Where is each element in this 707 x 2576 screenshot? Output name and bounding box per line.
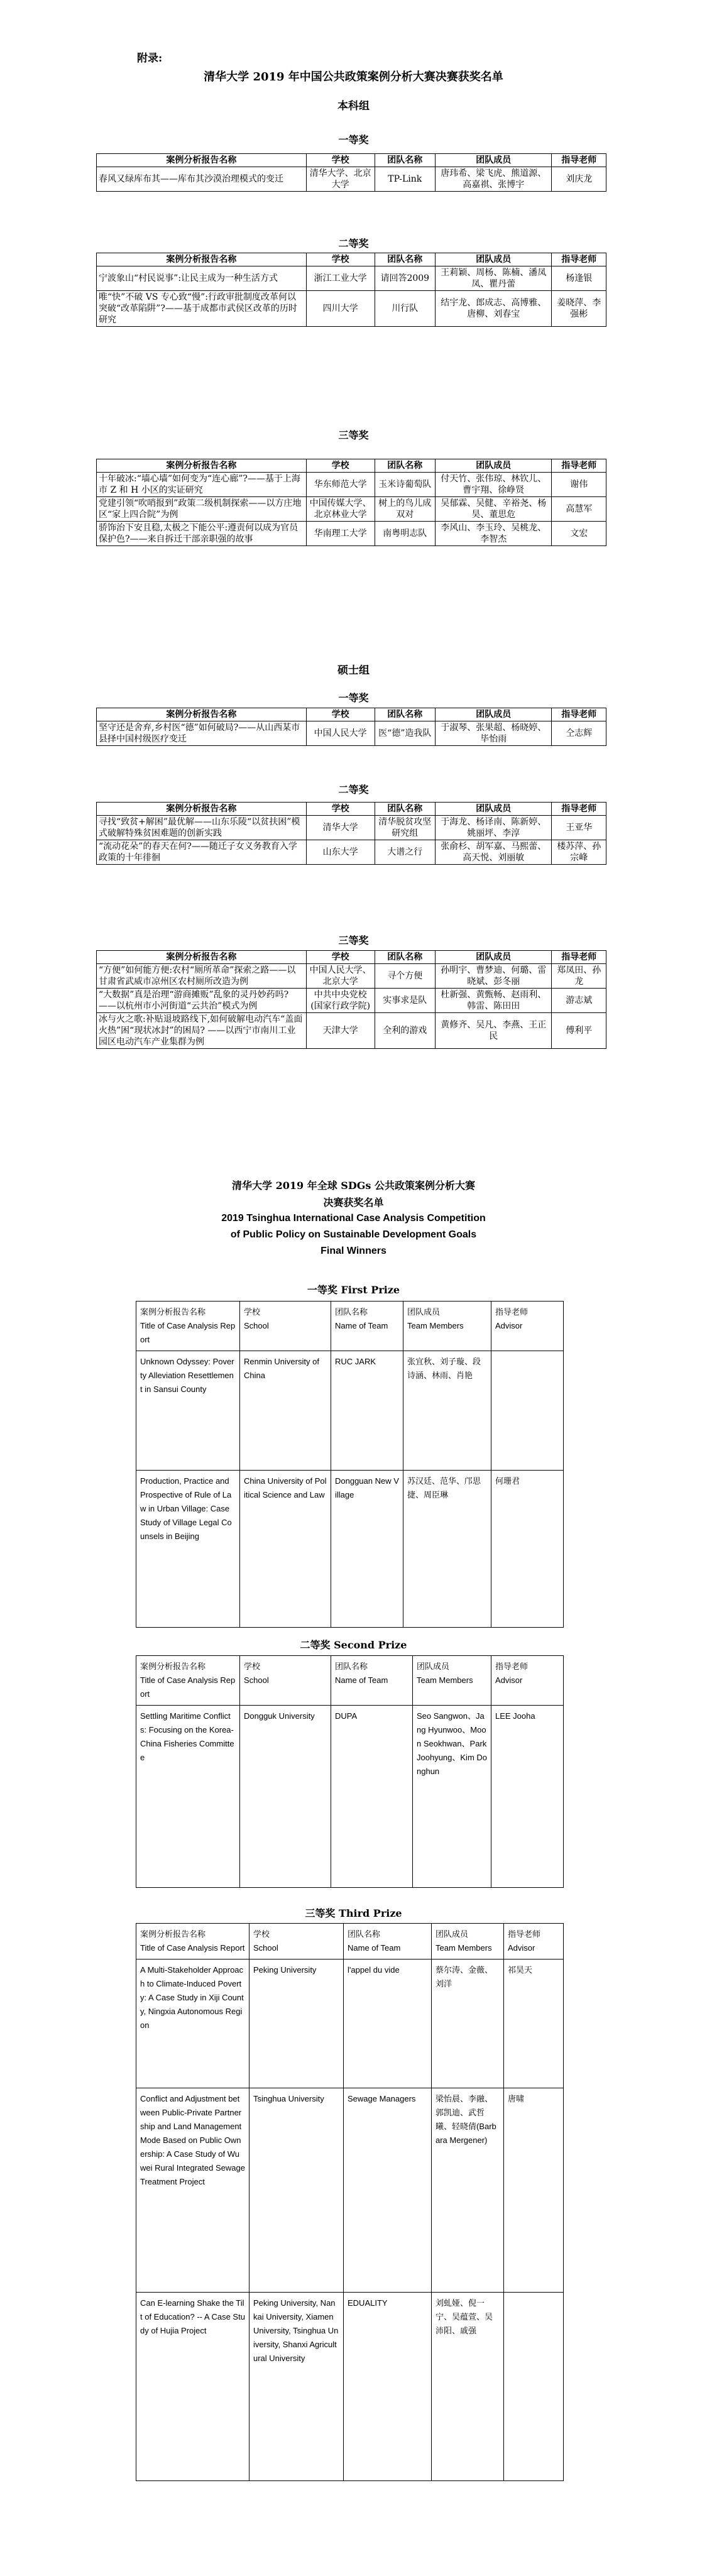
column-header: 指导老师 [552,154,606,167]
intl-title-en-2: of Public Policy on Sustainable Development Goals [230,1229,477,1240]
column-header: 团队名称 [375,803,435,816]
column-header-en: School [244,1675,269,1685]
column-header: 团队名称 [375,708,435,721]
team-members-cell: 蔡尔涛、金薇、刘洋 [432,1959,504,2088]
title-cell: “大数据”真是治理“游商摊贩”乱象的灵丹妙药吗?——以杭州市小河街道“云共治”模式为例 [97,989,307,1013]
team-members-cell: 于淑琴、张果超、杨晓婷、毕怡雨 [435,721,551,746]
column-header [413,1656,491,1706]
column-header [403,1302,491,1351]
team-members-cell: 梁怡晨、李融、郭凯迪、武哲曦、轻晓倩(Barbara Mergener) [432,2088,504,2293]
column-header-en: School [244,1321,269,1330]
team-name-cell: 请回答2009 [375,266,435,291]
column-header: 团队名称 [375,253,435,266]
team-name-cell: EDUALITY [344,2293,432,2481]
master-group-title: 硕士组 [337,664,370,677]
undergrad-group-title: 本科组 [337,100,370,112]
column-header-en: Title of Case Analysis Report [140,1675,236,1699]
school-cell: 中共中央党校(国家行政学院) [306,989,375,1013]
column-header-cn: 案例分析报告名称 [140,1929,206,1939]
ug-first-prize-table [96,153,606,192]
title-cell: 寻找“致贫+解困”最优解——山东乐陵“以贫扶困”模式破解特殊贫困难题的创新实践 [97,816,307,840]
title-cell: Unknown Odyssey: Poverty Alleviation Resettlement in Sansui County [136,1351,240,1471]
column-header-cn: 团队名称 [335,1662,368,1671]
team-name-cell: 全利的游戏 [375,1013,435,1049]
team-members-cell: 苏汉廷、范华、邝思捷、周臣琳 [403,1471,491,1628]
team-members-cell: 李风山、李玉玲、吴桃龙、李智杰 [435,522,551,546]
column-header: 案例分析报告名称 [97,154,307,167]
column-header: 学校 [306,803,375,816]
column-header [331,1656,413,1706]
column-header: 团队成员 [435,459,551,473]
column-header-en: Team Members [436,1943,492,1953]
school-cell: 浙江工业大学 [306,266,375,291]
column-header-en: Name of Team [335,1675,388,1685]
column-header-cn: 团队成员 [407,1307,441,1317]
advisor-cell: 谢伟 [552,473,606,497]
school-cell: Tsinghua University [249,2088,344,2293]
title-cell: Conflict and Adjustment between Public-Private Partnership and Land Management Mode Based on Public Ownership: A Case Study of Wuwei Rural Integrated Sewage Treatment Project [136,2088,249,2293]
table-header-row [136,1924,564,1959]
team-members-cell: 付天竹、张伟琼、林钦儿、曹宇翔、徐峥贤 [435,473,551,497]
table-row [97,989,606,1013]
team-name-cell: RUC JARK [331,1351,403,1471]
table-header-row [97,951,606,964]
intl-second-prize-table [136,1655,564,1888]
column-header-en: School [253,1943,278,1953]
column-header: 指导老师 [552,459,606,473]
column-header: 学校 [306,154,375,167]
column-header [136,1924,249,1959]
cn-competition-title: 清华大学 2019 年中国公共政策案例分析大赛决赛获奖名单 [204,70,503,84]
advisor-cell: 文宏 [552,522,606,546]
school-cell: China University of Political Science and Law [240,1471,331,1628]
intl-first-prize-table [136,1301,564,1628]
table-header-row [97,253,606,266]
intl-third-prize-table [136,1923,564,2481]
title-cell: 冰与火之歌:补贴退坡路线下,如何破解电动汽车“盖面火热”困“现状冰封”的困局? ——以西宁市南川工业园区电动汽车产业集群为例 [97,1013,307,1049]
team-members-cell: Seo Sangwon、Jang Hyunwoo、Moon Seokhwan、Park Joohyung、Kim Donghun [413,1706,491,1888]
table-row [97,266,606,291]
column-header-en: Title of Case Analysis Report [140,1943,245,1953]
title-cell: 十年破冰:“墙心墙”如何变为“连心廊”?——基于上海市 Z 和 H 小区的实证研究 [97,473,307,497]
column-header: 学校 [306,459,375,473]
table-row [136,1351,564,1471]
ms-first-prize-title: 一等奖 [338,692,369,704]
title-cell: 春风又绿库布其——库布其沙漠治理模式的变迁 [97,167,307,192]
column-header: 案例分析报告名称 [97,253,307,266]
column-header: 团队成员 [435,708,551,721]
column-header [136,1302,240,1351]
advisor-cell: 姜晓萍、李强彬 [552,291,606,327]
column-header: 学校 [306,253,375,266]
column-header-en: Team Members [407,1321,464,1330]
school-cell: 天津大学 [306,1013,375,1049]
table-header-row [97,459,606,473]
column-header-cn: 案例分析报告名称 [140,1307,206,1317]
advisor-cell: 郑凤田、孙龙 [552,964,606,989]
school-cell: Dongguk University [240,1706,331,1888]
advisor-cell: 高慧军 [552,497,606,522]
column-header [432,1924,504,1959]
team-name-cell: 医“德”造我队 [375,721,435,746]
column-header: 案例分析报告名称 [97,803,307,816]
column-header [331,1302,403,1351]
column-header-cn: 指导老师 [495,1307,529,1317]
column-header: 指导老师 [552,708,606,721]
team-name-cell: 大谱之行 [375,840,435,865]
table-row [97,964,606,989]
title-cell: “方便”如何能方便:农村“厕所革命”探索之路——以甘肃省武威市凉州区农村厕所改造为例 [97,964,307,989]
team-members-cell: 孙明宇、曹梦迪、何璐、雷晓斌、彭冬丽 [435,964,551,989]
column-header: 指导老师 [552,951,606,964]
table-header-row [97,803,606,816]
team-members-cell: 结宇龙、郎成志、高博雅、唐柳、刘春宝 [435,291,551,327]
advisor-cell: 王亚华 [552,816,606,840]
column-header [136,1656,240,1706]
ug-first-prize-title: 一等奖 [338,134,369,146]
school-cell: 山东大学 [306,840,375,865]
advisor-cell: LEE Jooha [491,1706,564,1888]
intl-title-cn-1: 清华大学 2019 年全球 SDGs 公共政策案例分析大赛 [232,1180,475,1192]
title-cell: 骄饰治下安且稳,太极之下能公平:遵责何以成为官员保护色?——来自拆迁干部亲职强的故事 [97,522,307,546]
column-header: 团队成员 [435,253,551,266]
team-members-cell: 于海龙、杨译南、陈新婷、姚丽坪、李淳 [435,816,551,840]
ms-second-prize-table [96,802,606,865]
column-header: 指导老师 [552,803,606,816]
advisor-cell: 傅利平 [552,1013,606,1049]
team-name-cell: l'appel du vide [344,1959,432,2088]
advisor-cell [504,2293,564,2481]
column-header: 团队成员 [435,803,551,816]
team-members-cell: 唐玮希、梁飞虎、熊道源、高嘉祺、张博宇 [435,167,551,192]
column-header: 案例分析报告名称 [97,459,307,473]
column-header-cn: 团队成员 [436,1929,469,1939]
ms-first-prize-table [96,708,606,746]
column-header [504,1924,564,1959]
intl-title-en-3: Final Winners [321,1246,386,1256]
column-header: 案例分析报告名称 [97,951,307,964]
column-header-cn: 团队成员 [417,1662,450,1671]
column-header [491,1302,564,1351]
column-header-cn: 团队名称 [348,1929,381,1939]
table-row [97,840,606,865]
title-cell: A Multi-Stakeholder Approach to Climate-Induced Poverty: A Case Study in Xiji County, Ningxia Autonomous Region [136,1959,249,2088]
column-header: 团队名称 [375,459,435,473]
ug-third-prize-title: 三等奖 [338,429,369,441]
appendix-label: 附录: [137,52,163,65]
column-header: 学校 [306,708,375,721]
table-row [136,1471,564,1628]
team-members-cell: 张宜秋、刘子璇、段诗涵、林雨、肖艳 [403,1351,491,1471]
ms-third-prize-table [96,950,606,1049]
ug-third-prize-table [96,459,606,546]
column-header [344,1924,432,1959]
table-row [136,1959,564,2088]
title-cell: 党建引领“吹哨报到”政策二级机制探索——以方庄地区“家上四合院”为例 [97,497,307,522]
advisor-cell: 游志斌 [552,989,606,1013]
column-header-cn: 案例分析报告名称 [140,1662,206,1671]
team-name-cell: 玉米诗葡萄队 [375,473,435,497]
column-header: 指导老师 [552,253,606,266]
team-name-cell: 实事求是队 [375,989,435,1013]
column-header-cn: 指导老师 [508,1929,541,1939]
advisor-cell: 祁昊天 [504,1959,564,2088]
title-cell: “流动花朵”的春天在何?——随迁子女义务教育入学政策的十年徘徊 [97,840,307,865]
column-header-cn: 学校 [244,1307,261,1317]
team-name-cell: 川行队 [375,291,435,327]
column-header: 团队成员 [435,154,551,167]
school-cell: 中国传媒大学、北京林业大学 [306,497,375,522]
intl-first-prize-title: 一等奖 First Prize [307,1284,400,1296]
table-header-row [136,1656,564,1706]
column-header: 团队名称 [375,154,435,167]
team-name-cell: 清华脱贫攻坚研究组 [375,816,435,840]
title-cell: 唯“快”不破 VS 专心致“慢”:行政审批制度改革何以突破“改革陷阱”?——基于成都市武侯区改革的历时研究 [97,291,307,327]
school-cell: 四川大学 [306,291,375,327]
table-row [97,167,606,192]
table-row [136,1706,564,1888]
column-header: 案例分析报告名称 [97,708,307,721]
team-members-cell: 刘虬娅、倪一宁、吴蕴萱、吴沛阳、戚强 [432,2293,504,2481]
ms-second-prize-title: 二等奖 [338,784,369,796]
table-header-row [97,154,606,167]
advisor-cell: 楼苏萍、孙宗峰 [552,840,606,865]
advisor-cell: 仝志辉 [552,721,606,746]
column-header: 团队成员 [435,951,551,964]
team-name-cell: 寻个方便 [375,964,435,989]
table-row [97,721,606,746]
intl-title-cn-2: 决赛获奖名单 [323,1197,384,1209]
column-header: 学校 [306,951,375,964]
ug-second-prize-table [96,253,606,327]
school-cell: 中国人民大学 [306,721,375,746]
column-header-cn: 团队名称 [335,1307,368,1317]
table-row [97,816,606,840]
team-members-cell: 张俞杉、胡军嘉、马熙蕾、高天悦、刘丽敏 [435,840,551,865]
column-header [240,1656,331,1706]
title-cell: Settling Maritime Conflicts: Focusing on the Korea-China Fisheries Committee [136,1706,240,1888]
column-header [249,1924,344,1959]
school-cell: 清华大学、北京大学 [306,167,375,192]
column-header-en: Advisor [508,1943,535,1953]
advisor-cell: 唐啸 [504,2088,564,2293]
column-header-en: Title of Case Analysis Report [140,1321,236,1344]
column-header-en: Name of Team [348,1943,401,1953]
team-name-cell: DUPA [331,1706,413,1888]
school-cell: Peking University [249,1959,344,2088]
intl-title-en-1: 2019 Tsinghua International Case Analysis Competition [221,1213,486,1224]
team-name-cell: TP-Link [375,167,435,192]
column-header-cn: 指导老师 [495,1662,529,1671]
advisor-cell: 杨逢银 [552,266,606,291]
table-row [97,522,606,546]
intl-third-prize-title: 三等奖 Third Prize [305,1907,402,1919]
team-name-cell: 树上的鸟儿成双对 [375,497,435,522]
title-cell: 宁波象山“村民说事”:让民主成为一种生活方式 [97,266,307,291]
title-cell: Production, Practice and Prospective of Rule of Law in Urban Village: Case Study of Village Legal Counsels in Beijing [136,1471,240,1628]
team-name-cell: 南粤明志队 [375,522,435,546]
team-members-cell: 王莉颖、周杨、陈楠、潘凤凤、瞿丹蕾 [435,266,551,291]
school-cell: 中国人民大学、北京大学 [306,964,375,989]
school-cell: Renmin University of China [240,1351,331,1471]
table-row [97,497,606,522]
title-cell: Can E-learning Shake the Tilt of Education? -- A Case Study of Hujia Project [136,2293,249,2481]
table-header-row [136,1302,564,1351]
table-row [136,2293,564,2481]
ug-second-prize-title: 二等奖 [338,238,369,249]
column-header [240,1302,331,1351]
column-header-en: Advisor [495,1321,523,1330]
team-members-cell: 黄修齐、吴凡、李燕、王正民 [435,1013,551,1049]
column-header [491,1656,564,1706]
school-cell: 华南理工大学 [306,522,375,546]
team-members-cell: 吴郁霖、吴健、辛裕尧、杨昊、董思危 [435,497,551,522]
column-header-en: Advisor [495,1675,523,1685]
title-cell: 坚守还是舍弃,乡村医“德”如何破局?——从山西某市县择中国村级医疗变迁 [97,721,307,746]
column-header-cn: 学校 [253,1929,270,1939]
intl-second-prize-title: 二等奖 Second Prize [300,1639,407,1651]
team-name-cell: Sewage Managers [344,2088,432,2293]
advisor-cell: 刘庆龙 [552,167,606,192]
column-header-cn: 学校 [244,1662,261,1671]
team-name-cell: Dongguan New Village [331,1471,403,1628]
column-header-en: Name of Team [335,1321,388,1330]
team-members-cell: 杜新强、黄甄畅、赵雨利、韩雷、陈田田 [435,989,551,1013]
advisor-cell [491,1351,564,1471]
table-row [97,291,606,327]
ms-third-prize-title: 三等奖 [338,934,369,946]
advisor-cell: 何珊君 [491,1471,564,1628]
column-header: 团队名称 [375,951,435,964]
column-header-en: Team Members [417,1675,473,1685]
school-cell: Peking University, Nankai University, Xiamen University, Tsinghua University, Shanxi Agricultural University [249,2293,344,2481]
table-header-row [97,708,606,721]
table-row [97,473,606,497]
school-cell: 华东师范大学 [306,473,375,497]
school-cell: 清华大学 [306,816,375,840]
table-row [136,2088,564,2293]
table-row [97,1013,606,1049]
